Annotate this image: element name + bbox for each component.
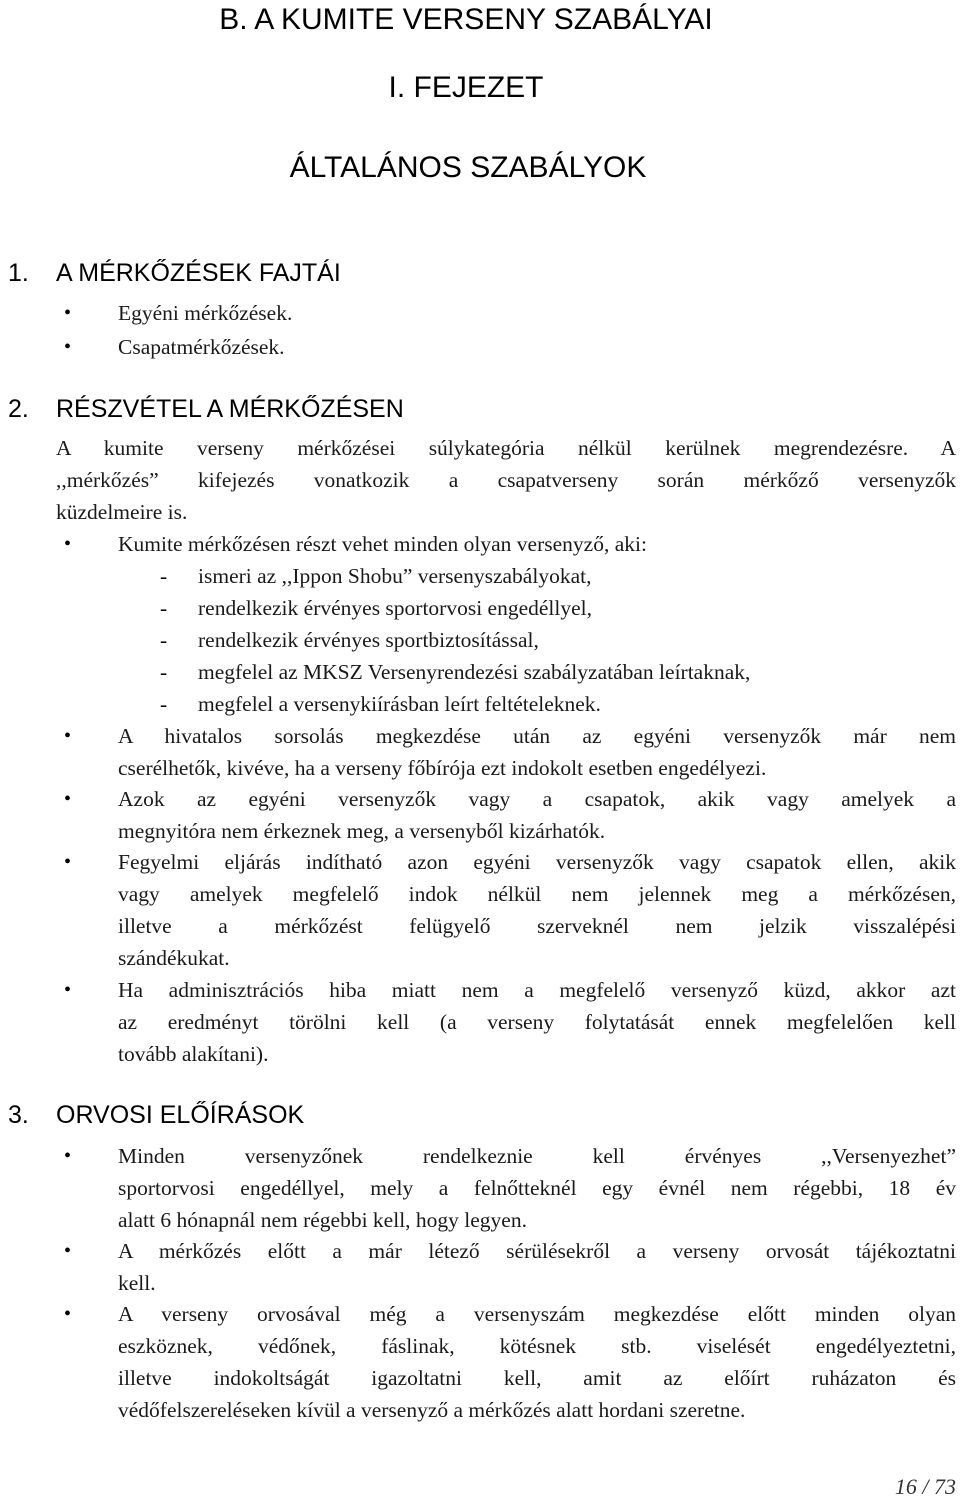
list-item: A hivatalos sorsolás megkezdése után az egyéni versenyzők már nem cserélhetők, kivéve, ha a verseny főbírója ezt indokolt esetben engedélyezi. [118,724,956,780]
dash-icon: - [160,596,168,620]
bullet-icon: • [64,1145,72,1167]
list-item: Csapatmérkőzések. [118,335,285,359]
dash-item: rendelkezik érvényes sportbiztosítással, [198,628,539,652]
dash-item: rendelkezik érvényes sportorvosi engedéllyel, [198,596,593,620]
bullet-icon: • [64,979,72,1001]
dash-icon: - [160,628,168,652]
section-title: A MÉRKŐZÉSEK FAJTÁI [56,259,341,287]
list-item: A mérkőzés előtt a már létező sérülésekről a verseny orvosát tájékoztatni kell. [118,1239,956,1295]
bullet-icon: • [64,1240,72,1262]
bullet-icon: • [64,336,72,358]
bullet-icon: • [64,1303,72,1325]
section-2-heading [8,394,404,424]
dash-icon: - [160,692,168,716]
bullet-icon: • [64,788,72,810]
section-title: ORVOSI ELŐÍRÁSOK [56,1101,305,1129]
dash-item: megfelel az MKSZ Versenyrendezési szabályzatában leírtaknak, [198,660,751,684]
list-item: Azok az egyéni versenyzők vagy a csapatok, akik vagy amelyek a megnyitóra nem érkeznek meg, a versenyből kizárhatók. [118,787,956,843]
chapter-title: I. FEJEZET [388,71,544,104]
document-title: B. A KUMITE VERSENY SZABÁLYAI [219,3,713,36]
list-item: Fegyelmi eljárás indítható azon egyéni versenyzők vagy csapatok ellen, akik vagy amelyek megfelelő indok nélkül nem jelennek meg a mérkőzésen, illetve a mérkőzést felügyelő szerveknél nem jelzik visszalépési szándékukat. [118,850,956,970]
bullet-icon: • [64,533,72,555]
section-3-heading [8,1100,304,1130]
list-item: Kumite mérkőzésen részt vehet minden olyan versenyző, aki: [118,532,647,556]
list-item: Ha adminisztrációs hiba miatt nem a megfelelő versenyző küzd, akkor azt az eredményt törölni kell (a verseny folytatását ennek megfelelően kell tovább alakítani). [118,978,956,1066]
dash-item: ismeri az ,,Ippon Shobu” versenyszabályokat, [198,564,592,588]
bullet-icon: • [64,851,72,873]
section-2-intro: A kumite verseny mérkőzései súlykategória nélkül kerülnek megrendezésre. A ,,mérkőzés” kifejezés vonatkozik a csapatverseny során mérkőző versenyzők küzdelmeire is. [56,436,956,524]
dash-icon: - [160,660,168,684]
section-1-heading [8,258,341,288]
list-item: Minden versenyzőnek rendelkeznie kell érvényes ,,Versenyezhet” sportorvosi engedéllyel, mely a felnőtteknél egy évnél nem régebbi, 18 év alatt 6 hónapnál nem régebbi kell, hogy legyen. [118,1144,956,1232]
chapter-subtitle: ÁLTALÁNOS SZABÁLYOK [289,151,647,184]
list-item: Egyéni mérkőzések. [118,301,293,325]
bullet-icon: • [64,725,72,747]
section-number: 3. [8,1101,29,1129]
bullet-icon: • [64,302,72,324]
page-number: 16 / 73 [894,1474,956,1499]
section-number: 2. [8,395,29,423]
dash-icon: - [160,564,168,588]
section-title: RÉSZVÉTEL A MÉRKŐZÉSEN [56,395,404,423]
section-number: 1. [8,259,29,287]
list-item: A verseny orvosával még a versenyszám megkezdése előtt minden olyan eszköznek, védőnek, fáslinak, kötésnek stb. viselését engedélyeztetni, illetve indokoltságát igazoltatni kell, amit az előírt ruházaton és védőfelszereléseken kívül a versenyző a mérkőzés alatt hordani szeretne. [118,1302,956,1422]
dash-item: megfelel a versenykiírásban leírt feltételeknek. [198,692,601,716]
